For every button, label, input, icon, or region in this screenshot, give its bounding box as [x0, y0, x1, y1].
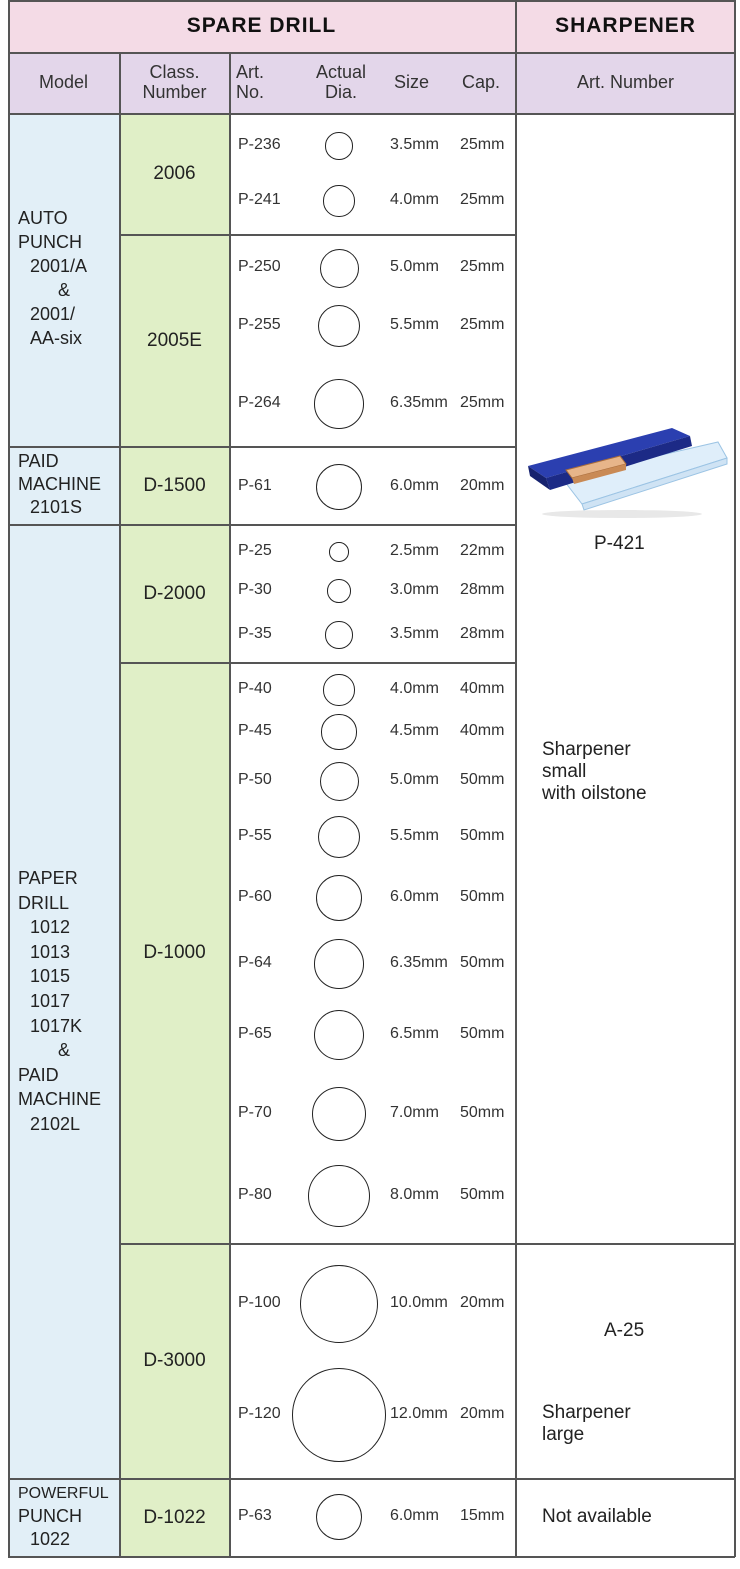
art-number: P-60	[238, 888, 272, 905]
drill-capacity: 25mm	[460, 258, 505, 275]
art-number: P-120	[238, 1405, 281, 1422]
drill-size: 5.5mm	[390, 827, 439, 844]
drill-capacity: 50mm	[460, 1104, 505, 1121]
drill-diameter-circle	[308, 1165, 370, 1227]
drill-size: 10.0mm	[390, 1294, 448, 1311]
drill-diameter-circle	[327, 579, 350, 602]
art-number: P-25	[238, 542, 272, 559]
sharpener-heading: SHARPENER	[555, 14, 696, 38]
drill-diameter-circle	[314, 939, 364, 989]
drill-diameter-circle	[312, 1087, 367, 1142]
drill-diameter-circle	[300, 1265, 378, 1343]
drill-capacity: 50mm	[460, 827, 505, 844]
drill-size: 2.5mm	[390, 542, 439, 559]
sharpener-art-number-header: Art. Number	[576, 72, 675, 93]
drill-capacity: 28mm	[460, 625, 505, 642]
drill-size: 6.5mm	[390, 1025, 439, 1042]
drill-capacity: 20mm	[460, 477, 505, 494]
drill-capacity: 20mm	[460, 1405, 505, 1422]
art-number: P-100	[238, 1294, 281, 1311]
art-number: P-61	[238, 477, 272, 494]
drill-size: 5.5mm	[390, 316, 439, 333]
drill-size: 6.0mm	[390, 1507, 439, 1524]
class-2006: 2006	[153, 162, 196, 184]
class-d-3000: D-3000	[143, 1350, 206, 1372]
drill-size: 3.5mm	[390, 625, 439, 642]
art-number: P-63	[238, 1507, 272, 1524]
art-number: P-55	[238, 827, 272, 844]
sharpener-large-description: Sharpener large	[542, 1402, 631, 1445]
drill-capacity: 25mm	[460, 394, 505, 411]
drill-capacity: 20mm	[460, 1294, 505, 1311]
drill-diameter-circle	[325, 132, 352, 159]
drill-capacity: 50mm	[460, 888, 505, 905]
model-paid-machine-2101s: PAID MACHINE 2101S	[18, 451, 102, 517]
drill-size: 4.0mm	[390, 191, 439, 208]
drill-capacity: 50mm	[460, 954, 505, 971]
art-number: P-70	[238, 1104, 272, 1121]
cap-column-header: Cap.	[462, 72, 501, 92]
drill-diameter-circle	[323, 185, 354, 216]
drill-size: 3.0mm	[390, 581, 439, 598]
drill-capacity: 15mm	[460, 1507, 505, 1524]
class-d-2000: D-2000	[143, 582, 206, 604]
model-auto-punch: AUTO PUNCH 2001/A & 2001/ AA-six	[18, 208, 88, 348]
drill-size: 6.0mm	[390, 888, 439, 905]
art-number: P-50	[238, 771, 272, 788]
drill-size: 7.0mm	[390, 1104, 439, 1121]
art-number: P-40	[238, 680, 272, 697]
drill-size: 5.0mm	[390, 771, 439, 788]
art-number: P-80	[238, 1186, 272, 1203]
sharpener-a25-art-number: A-25	[604, 1320, 645, 1341]
art-number: P-64	[238, 954, 272, 971]
art-number: P-241	[238, 191, 281, 208]
drill-size: 8.0mm	[390, 1186, 439, 1203]
drill-diameter-circle	[325, 621, 352, 648]
drill-diameter-circle	[320, 762, 359, 801]
drill-size: 12.0mm	[390, 1405, 448, 1422]
class-d-1500: D-1500	[143, 474, 206, 496]
drill-size: 4.0mm	[390, 680, 439, 697]
sharpener-not-available: Not available	[542, 1506, 652, 1527]
actual-dia-column-header: Actual Dia.	[315, 62, 367, 102]
drill-size: 5.0mm	[390, 258, 439, 275]
drill-capacity: 25mm	[460, 191, 505, 208]
sharpener-small-description: Sharpener small with oilstone	[542, 739, 647, 804]
art-no-column-header: Art. No.	[236, 62, 265, 102]
drill-capacity: 28mm	[460, 581, 505, 598]
model-column-header: Model	[38, 72, 89, 93]
drill-size: 4.5mm	[390, 722, 439, 739]
drill-capacity: 25mm	[460, 136, 505, 153]
class-number-column-header: Class. Number	[142, 62, 207, 102]
art-number: P-264	[238, 394, 281, 411]
drill-size: 6.0mm	[390, 477, 439, 494]
drill-size: 6.35mm	[390, 954, 448, 971]
drill-capacity: 25mm	[460, 316, 505, 333]
drill-size: 3.5mm	[390, 136, 439, 153]
drill-diameter-circle	[292, 1368, 386, 1462]
drill-diameter-circle	[320, 249, 359, 288]
class-d-1022: D-1022	[143, 1506, 206, 1528]
art-number: P-45	[238, 722, 272, 739]
drill-diameter-circle	[314, 379, 364, 429]
spare-drill-heading: SPARE DRILL	[186, 14, 337, 38]
drill-capacity: 40mm	[460, 680, 505, 697]
art-number: P-35	[238, 625, 272, 642]
drill-diameter-circle	[321, 714, 356, 749]
drill-diameter-circle	[323, 674, 354, 705]
sharpener-p421-image	[522, 412, 730, 520]
drill-capacity: 40mm	[460, 722, 505, 739]
drill-size: 6.35mm	[390, 394, 448, 411]
art-number: P-250	[238, 258, 281, 275]
model-paper-drill: PAPER DRILL 1012 1013 1015 1017 1017K & PAID MACHINE 2102L	[18, 868, 102, 1134]
drill-diameter-circle	[329, 542, 349, 562]
size-column-header: Size	[394, 72, 430, 92]
art-number: P-30	[238, 581, 272, 598]
class-2005e: 2005E	[147, 329, 202, 351]
drill-capacity: 22mm	[460, 542, 505, 559]
sharpener-p421-art-number: P-421	[594, 533, 645, 554]
art-number: P-255	[238, 316, 281, 333]
art-number: P-65	[238, 1025, 272, 1042]
art-number: P-236	[238, 136, 281, 153]
drill-capacity: 50mm	[460, 1186, 505, 1203]
drill-capacity: 50mm	[460, 771, 505, 788]
drill-capacity: 50mm	[460, 1025, 505, 1042]
model-powerful-punch: POWERFUL PUNCH 1022	[18, 1485, 109, 1549]
class-d-1000: D-1000	[143, 942, 206, 964]
